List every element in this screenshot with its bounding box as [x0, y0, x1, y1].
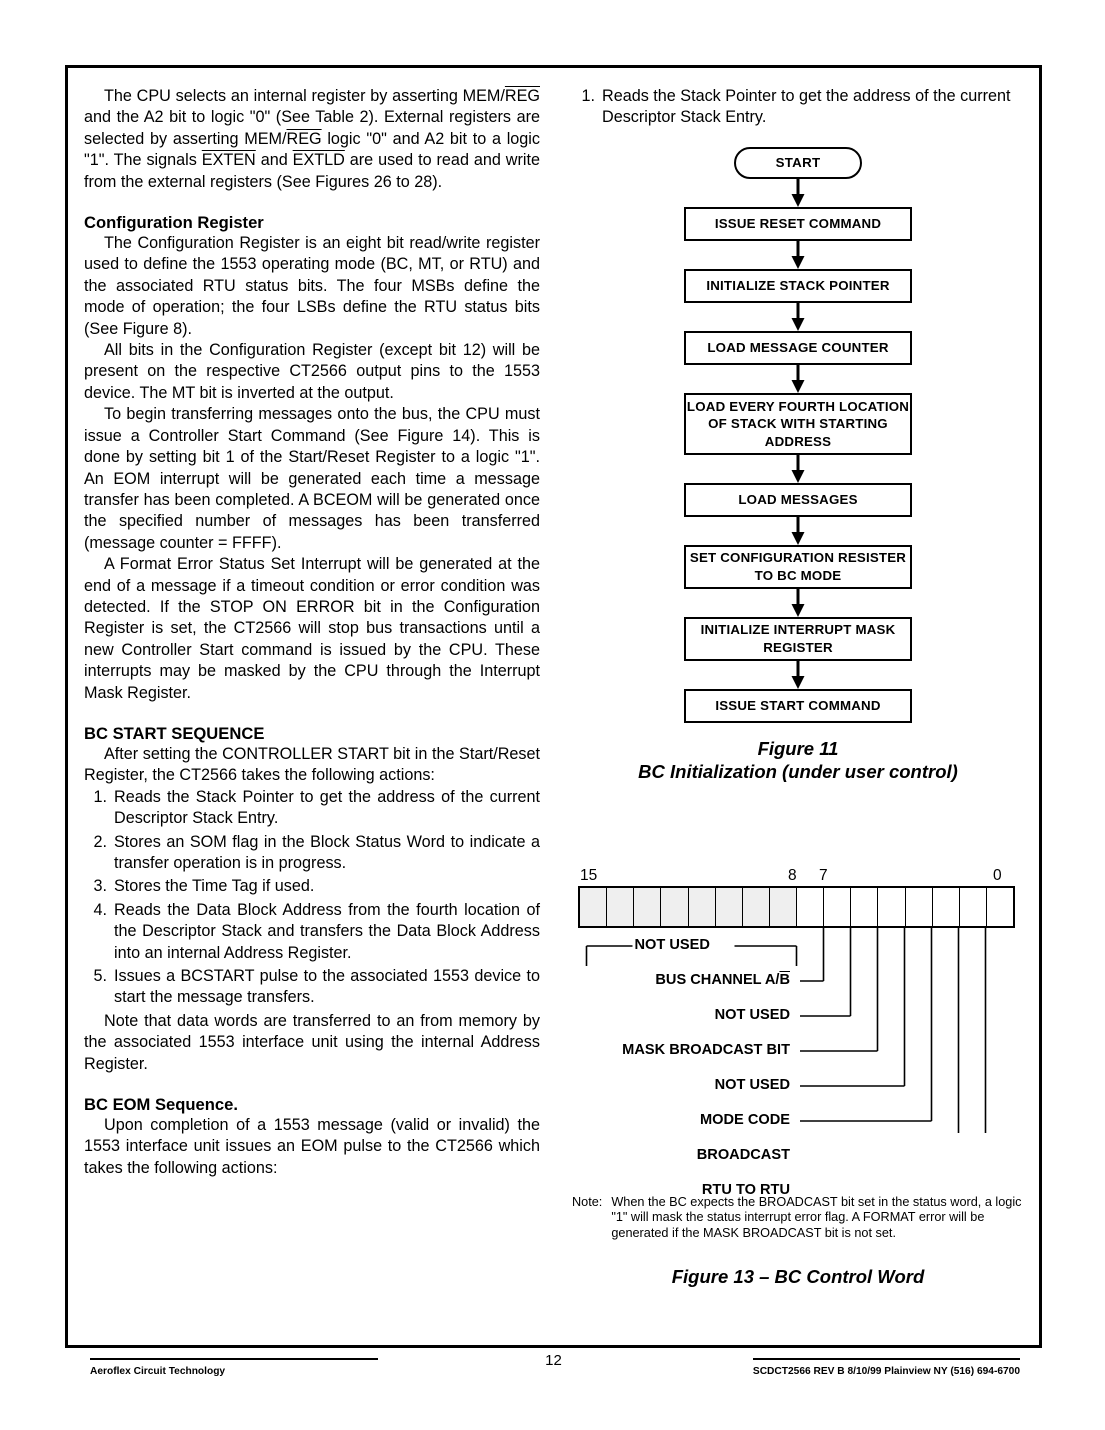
- flowchart-node: LOAD EVERY FOURTH LOCATION OF STACK WITH STARTING ADDRESS: [684, 393, 912, 455]
- continued-step-list: [572, 86, 1024, 129]
- bit-tick-label: 8: [788, 866, 797, 884]
- bit-field-tick-labels: [572, 865, 1024, 886]
- paragraph-config-register-bits: All bits in the Configuration Register (except bit 12) will be present on the respective CT2566 output pins to the 1553 device. The MT bit is inverted at the output.: [84, 341, 540, 402]
- overline-reg-2: $\overline{REG}$: [286, 129, 322, 148]
- figure-11-number: Figure 11: [757, 737, 839, 759]
- bit-cell-3: [906, 888, 933, 926]
- list-item: [84, 876, 540, 897]
- bc-start-steps-list: [84, 787, 540, 1009]
- flowchart-node-row: [572, 207, 1024, 241]
- flowchart-node-row: [572, 269, 1024, 303]
- bit-cell-12: [661, 888, 688, 926]
- bit-tick-label: 0: [993, 866, 1002, 884]
- flowchart-nodes: [572, 179, 1024, 723]
- list-item-text: Stores the Time Tag if used.: [114, 877, 315, 896]
- flowchart-node: LOAD MESSAGE COUNTER: [684, 331, 912, 365]
- list-item: [84, 787, 540, 830]
- flowchart-node-row: [572, 331, 1024, 365]
- bit-cell-15: [580, 888, 607, 926]
- bit-cell-4: [878, 888, 905, 926]
- spacer: [572, 723, 1024, 737]
- flowchart-arrow: [572, 241, 1024, 269]
- paragraph-config-register-desc: The Configuration Register is an eight bit read/write register used to define the 1553 operating mode (BC, MT, or RTU) and the associated RTU status bits. The four MSBs define the mode of operation; the four LSBs define the RTU status bits (See Figure 8).: [84, 234, 540, 338]
- text-segment: and: [255, 151, 293, 170]
- list-item-number: 5.: [93, 967, 107, 986]
- spacer: [572, 783, 1024, 865]
- page-footer: [65, 1352, 1042, 1392]
- leader-line-svg: [572, 928, 1024, 1133]
- heading-bc-eom-sequence: BC EOM Sequence.: [84, 1095, 238, 1115]
- flowchart-node-row: [572, 393, 1024, 455]
- spacer: [84, 193, 540, 213]
- bit-cell-10: [716, 888, 743, 926]
- bit-cell-14: [607, 888, 634, 926]
- flowchart-node: SET CONFIGURATION RESISTER TO BC MODE: [684, 545, 912, 589]
- bit-cell-5: [851, 888, 878, 926]
- list-item: [84, 832, 540, 875]
- text-segment: and the A2 bit to logic "0" (See Table 2). External registers are selected by asserting MEM/: [84, 108, 540, 148]
- list-item: [572, 86, 1024, 129]
- flowchart-arrow: [572, 517, 1024, 545]
- list-item-text: Reads the Data Block Address from the fourth location of the Descriptor Stack and transfers the Data Block Address into an internal Address Register.: [114, 900, 540, 962]
- text-segment: logic "0" and A2 bit to a logic "1". The signals: [84, 129, 540, 170]
- flowchart-arrow: [572, 589, 1024, 617]
- overline-exten: EXTEN: [201, 151, 256, 170]
- list-item-number: 1.: [581, 87, 595, 105]
- list-item-number: 1.: [93, 787, 107, 806]
- footer-page-number: 12: [545, 1352, 562, 1369]
- flowchart-node: INITIALIZE INTERRUPT MASK REGISTER: [684, 617, 912, 661]
- heading-bc-start-sequence: BC START SEQUENCE: [84, 723, 265, 743]
- flowchart-node-row: [572, 545, 1024, 589]
- bit-cell-0: [987, 888, 1013, 926]
- bit-cell-6: [824, 888, 851, 926]
- figure-11-caption: [572, 737, 1024, 783]
- flowchart-node: LOAD MESSAGES: [684, 483, 912, 517]
- flowchart-node: ISSUE RESET COMMAND: [684, 207, 912, 241]
- note-label: Note:: [572, 1194, 603, 1209]
- list-item-text: Stores an SOM flag in the Block Status Word to indicate a transfer operation is in progress.: [114, 832, 540, 872]
- flowchart-arrow: [572, 303, 1024, 331]
- bit-field-grid: [578, 886, 1015, 928]
- bit-cell-8: [770, 888, 797, 926]
- overline-extld: EXTLD: [292, 151, 345, 170]
- list-item: [84, 900, 540, 964]
- bit-tick-label: 15: [580, 866, 598, 884]
- flowchart-node-row: [572, 617, 1024, 661]
- paragraph-cpu-register-select: [84, 86, 540, 193]
- flowchart-bc-initialization: [572, 147, 1024, 723]
- spacer: [572, 1241, 1024, 1265]
- bit-label-bus-channel: BUS CHANNEL $A/\overline{B}$: [655, 971, 790, 988]
- flowchart-arrow: [572, 179, 1024, 207]
- paragraph-format-error: A Format Error Status Set Interrupt will be generated at the end of a message if a timeout condition or error condition was detected. If the STOP ON ERROR bit in the Configuration Register is set, the CT2566 will stop bus transactions until a new Controller Start command is issued by the CPU. These interrupts may be masked by the CPU through the Interrupt Mask Register.: [84, 555, 540, 702]
- bit-tick-label: 7: [819, 866, 828, 884]
- flowchart-arrow: [572, 455, 1024, 483]
- overline-reg-1: $\overline{REG}$: [504, 87, 540, 105]
- bit-label-broadcast: BROADCAST: [696, 1146, 790, 1163]
- figure-11-title: BC Initialization (under user control): [638, 760, 958, 782]
- list-item-text: Reads the Stack Pointer to get the address of the current Descriptor Stack Entry.: [602, 87, 1011, 127]
- paragraph-data-words-note: Note that data words are transferred to an from memory by the associated 1553 interface unit using the internal Address Register.: [84, 1011, 540, 1073]
- figure-13-caption: Figure 13 – BC Control Word: [671, 1266, 925, 1288]
- spacer: [84, 1075, 540, 1095]
- bit-label-not-used-15-8: NOT USED: [634, 936, 710, 953]
- flowchart-arrow: [572, 365, 1024, 393]
- bit-cell-13: [634, 888, 661, 926]
- heading-configuration-register: Configuration Register: [84, 213, 264, 233]
- list-item-number: 2.: [93, 832, 107, 851]
- bit-label-not-used-4: NOT USED: [714, 1076, 790, 1093]
- flowchart-node: ISSUE START COMMAND: [684, 689, 912, 723]
- bit-cell-7: [797, 888, 824, 926]
- list-item: [84, 966, 540, 1009]
- text-segment: The CPU selects an internal register by asserting MEM/: [104, 87, 505, 105]
- flowchart-node-row: [572, 483, 1024, 517]
- bit-label-mode-code: MODE CODE: [700, 1111, 790, 1128]
- footer-doc-id: SCDCT2566 REV B 8/10/99 Plainview NY (516) 694-6700: [753, 1358, 1020, 1377]
- spacer: [84, 704, 540, 724]
- right-content-column: [572, 86, 1024, 1288]
- bit-label-mask-broadcast-bit: MASK BROADCAST BIT: [622, 1041, 790, 1058]
- bit-label-rtu-to-rtu: RTU TO RTU: [701, 1181, 790, 1198]
- list-item-number: 3.: [93, 877, 107, 896]
- paragraph-bc-eom-intro: Upon completion of a 1553 message (valid or invalid) the 1553 interface unit issues an EOM pulse to the CT2566 which takes the following actions:: [84, 1116, 540, 1177]
- paragraph-controller-start: To begin transferring messages onto the bus, the CPU must issue a Controller Start Command (See Figure 14). This is done by setting bit 1 of the Start/Reset Register to a logic "1". An EOM interrupt will be generated each time a message transfer has been completed. A BCEOM will be generated once the specified number of messages has been transferred (message counter = FFFF).: [84, 405, 540, 552]
- text-segment: are used to read and write from the external registers (See Figures 26 to 28).: [84, 151, 540, 191]
- spacer: [572, 131, 1024, 147]
- bit-label-not-used-6: NOT USED: [714, 1006, 790, 1023]
- note-text: When the BC expects the BROADCAST bit set in the status word, a logic "1" will mask the status interrupt error flag. A FORMAT error will be generated if the MASK BROADCAST bit is not set.: [611, 1194, 1022, 1240]
- flowchart-node: INITIALIZE STACK POINTER: [684, 269, 912, 303]
- list-item-text: Reads the Stack Pointer to get the address of the current Descriptor Stack Entry.: [114, 787, 540, 828]
- flowchart-start-row: [572, 147, 1024, 179]
- footer-company: Aeroflex Circuit Technology: [90, 1358, 378, 1377]
- bit-cell-11: [689, 888, 716, 926]
- bit-cell-1: [960, 888, 987, 926]
- flowchart-start-terminal: START: [734, 147, 862, 179]
- bit-field-diagram-bc-control-word: [572, 865, 1024, 1198]
- bit-cell-9: [743, 888, 770, 926]
- bit-cell-2: [933, 888, 960, 926]
- figure-13-note: [572, 1195, 1024, 1241]
- list-item-number: 4.: [93, 900, 107, 919]
- bit-field-leader-lines: [572, 928, 1024, 1198]
- flowchart-arrow: [572, 661, 1024, 689]
- paragraph-bc-start-intro: After setting the CONTROLLER START bit in the Start/Reset Register, the CT2566 takes the following actions:: [84, 744, 540, 785]
- list-item-text: Issues a BCSTART pulse to the associated 1553 device to start the message transfers.: [114, 967, 540, 1007]
- left-text-column: [84, 86, 540, 1179]
- flowchart-node-row: [572, 689, 1024, 723]
